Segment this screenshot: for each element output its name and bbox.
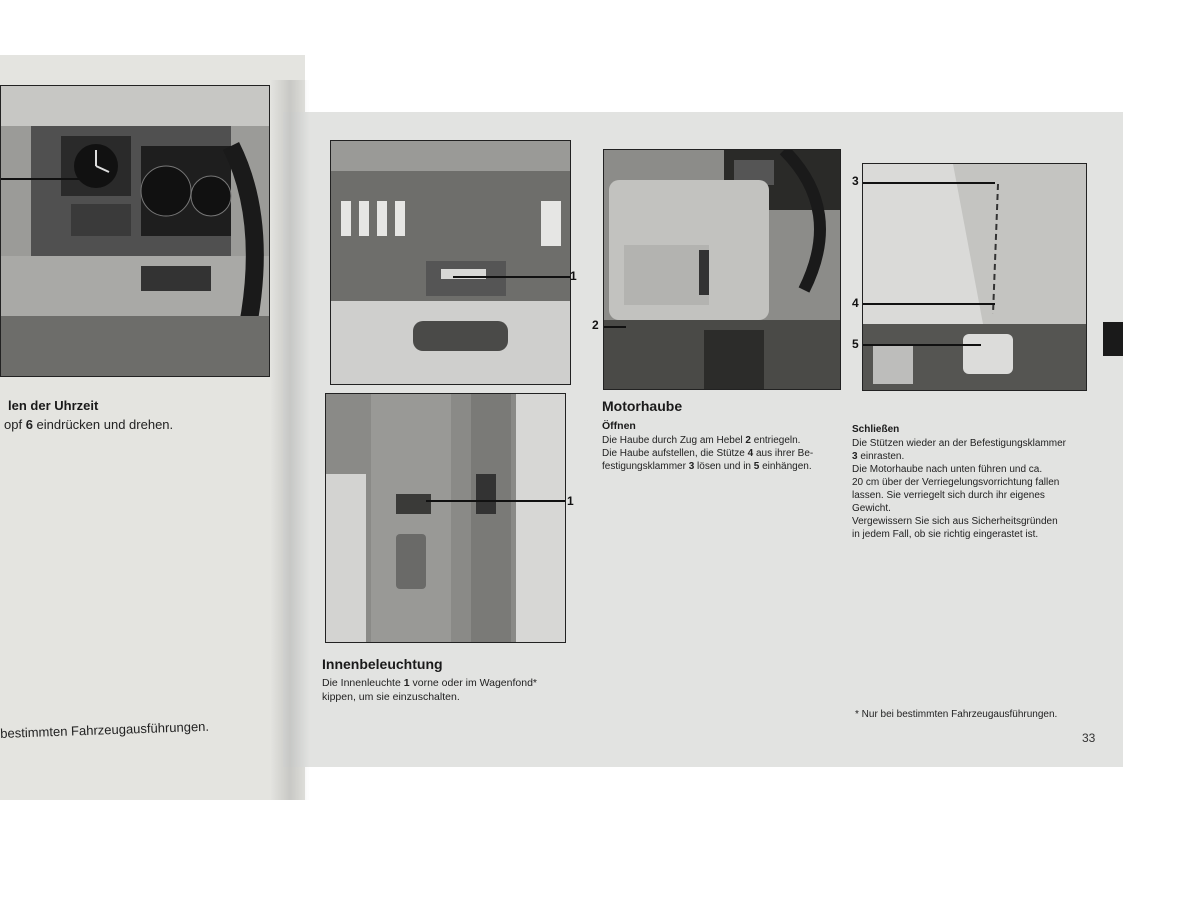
hood-heading: Motorhaube [602, 398, 683, 414]
hood-close-heading: Schließen [852, 424, 900, 435]
hood-callout-line-5 [863, 344, 981, 346]
interior-light-text-line2: kippen, um sie einzuschalten. [322, 691, 460, 703]
hood-close-line7: Vergewissern Sie sich aus Sicherheitsgründen [852, 516, 1058, 527]
hood-support-photo [862, 163, 1087, 391]
left-callout-line [1, 178, 81, 180]
hood-callout-line-2 [604, 326, 626, 328]
interior-light-heading: Innenbeleuchtung [322, 656, 443, 672]
hood-close-line3: Die Motorhaube nach unten führen und ca. [852, 464, 1043, 475]
callout-1-top: 1 [570, 269, 577, 283]
interior-light-callout-line-bottom [426, 500, 565, 502]
hood-callout-line-3 [863, 182, 995, 184]
front-interior-light-photo [330, 140, 571, 385]
interior-light-text-line1: Die Innenleuchte 1 vorne oder im Wagenfond* [322, 677, 538, 689]
hood-open-line3: festigungsklammer 3 lösen und in 5 einhängen. [602, 461, 812, 472]
callout-4: 4 [852, 296, 859, 310]
callout-1-bottom: 1 [567, 494, 574, 508]
rear-interior-light-photo [325, 393, 566, 643]
book-gutter [270, 80, 310, 800]
hood-close-line8: in jedem Fall, ob sie richtig eingerastet ist. [852, 529, 1039, 540]
page-number: 33 [1082, 731, 1096, 745]
interior-light-callout-line-top [453, 276, 570, 278]
callout-5: 5 [852, 337, 859, 351]
hood-close-line2: 3 einrasten. [852, 451, 905, 462]
dashboard-clock-photo [0, 85, 270, 377]
callout-2: 2 [592, 318, 599, 332]
right-footnote: * Nur bei bestimmten Fahrzeugausführungen. [855, 709, 1058, 720]
hood-close-line5: lassen. Sie verriegelt sich durch ihr eigenes [852, 490, 1045, 501]
hood-open-line1: Die Haube durch Zug am Hebel 2 entriegeln. [602, 435, 801, 446]
hood-release-lever-photo [603, 149, 841, 390]
hood-close-line1: Die Stützen wieder an der Befestigungsklammer [852, 438, 1066, 449]
hood-close-line6: Gewicht. [852, 503, 891, 514]
left-instruction: opf 6 eindrücken und drehen. [4, 417, 174, 432]
page-edge-tab [1103, 322, 1123, 356]
hood-open-heading: Öffnen [602, 420, 636, 432]
callout-3: 3 [852, 174, 859, 188]
hood-close-line4: 20 cm über der Verriegelungsvorrichtung fallen [852, 477, 1060, 488]
left-heading: len der Uhrzeit [8, 398, 99, 413]
left-footnote: bestimmten Fahrzeugausführungen. [0, 718, 210, 741]
hood-callout-line-4 [863, 303, 995, 305]
hood-open-line2: Die Haube aufstellen, die Stütze 4 aus ihrer Be- [602, 448, 814, 459]
